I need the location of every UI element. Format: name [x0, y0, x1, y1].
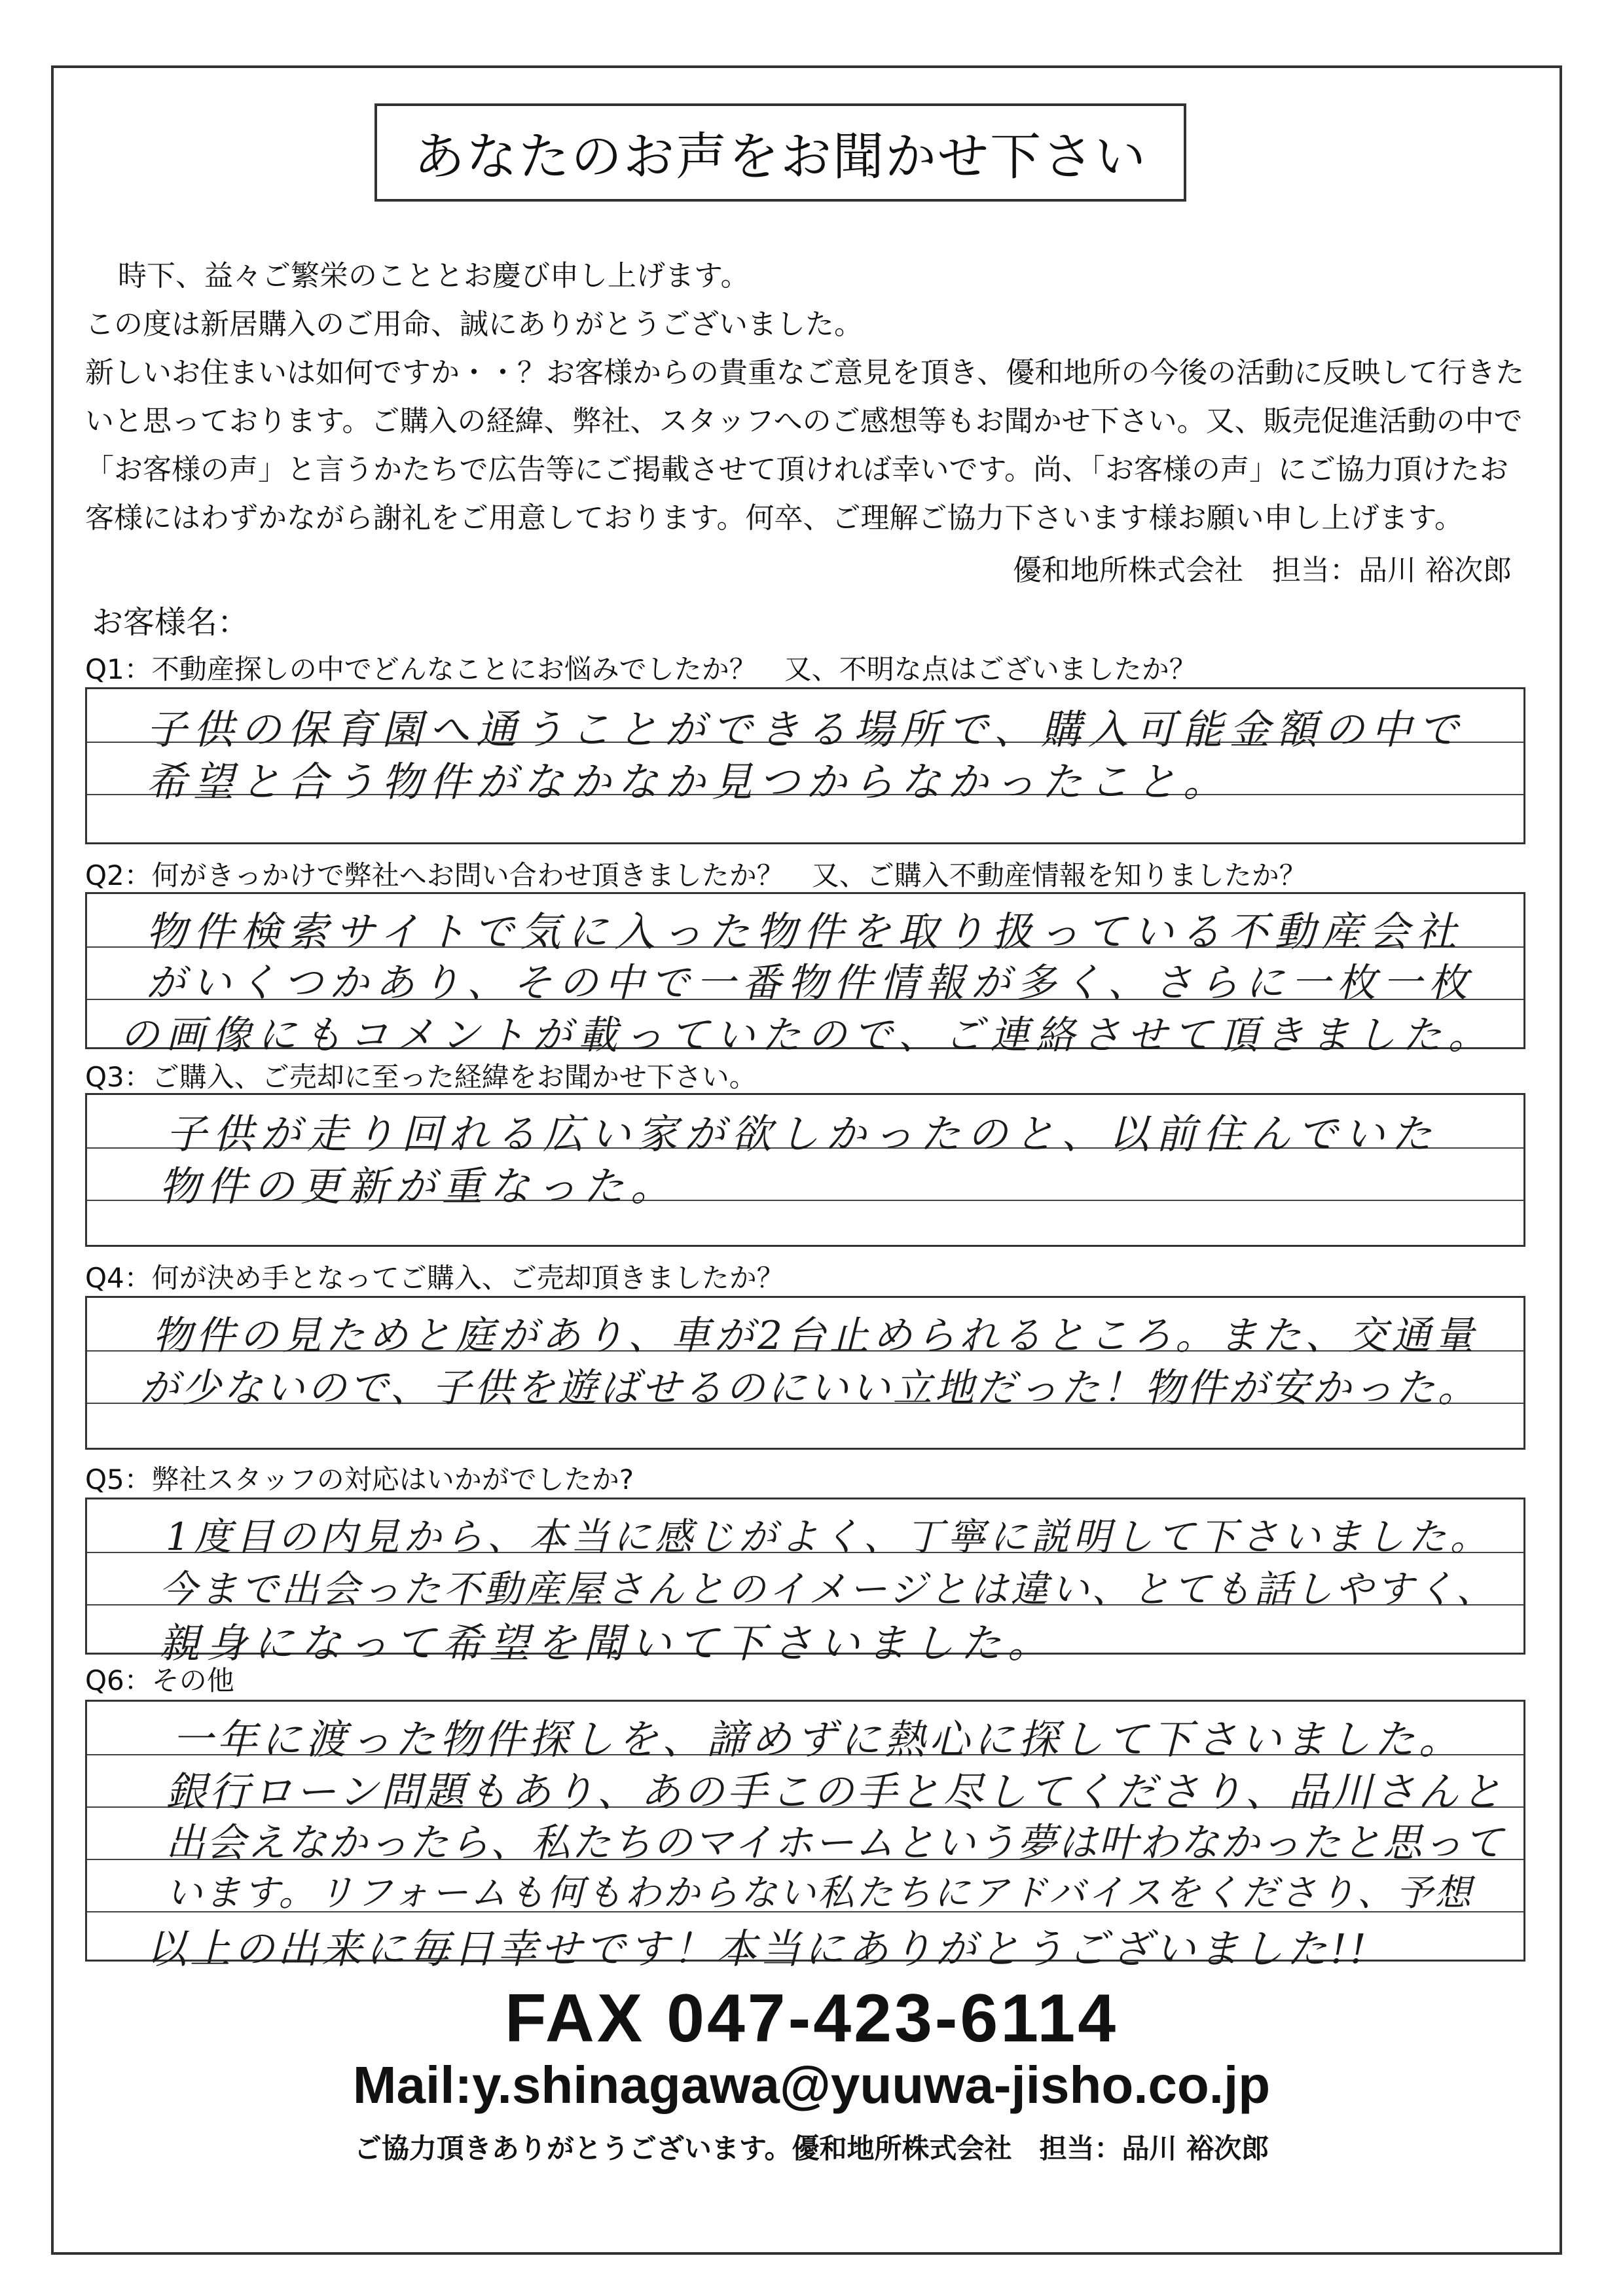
answer-2-line: がいくつかあり、その中で一番物件情報が多く、さらに一枚一枚 — [146, 960, 1474, 1006]
intro-text — [85, 252, 1525, 543]
question-4-label: Q4：何が決め手となってご購入、ご売却頂きましたか？ — [85, 1262, 784, 1294]
intro-line: いと思っております。ご購入の経緯、弊社、スタッフへのご感想等もお聞かせ下さい。又、販売促進活動の中で — [85, 404, 1523, 438]
form-title: あなたのお声をお聞かせ下さい — [374, 103, 1186, 202]
answer-1-box — [85, 687, 1525, 844]
answer-5-line: 親身になって希望を聞いて下さいました。 — [159, 1619, 1055, 1667]
answer-6-line: 以上の出来に毎日幸せです！本当にありがとうございました!! — [146, 1925, 1370, 1973]
answer-5-line: 1度目の内見から、本当に感じがよく、丁寧に説明して下さいました。 — [166, 1515, 1492, 1559]
intro-line: 新しいお住まいは如何ですか・・？お客様からの貴重なご意見を頂き、優和地所の今後の活動に反映して行きた — [85, 356, 1525, 389]
answer-6-line: 出会えなかったら、私たちのマイホームという夢は叶わなかったと思って — [166, 1820, 1504, 1866]
footer-thanks: ご協力頂きありがとうございます。優和地所株式会社 担当：品川 裕次郎 — [354, 2132, 1269, 2164]
contact-email: Mail:y.shinagawa@yuuwa-jisho.co.jp — [352, 2056, 1271, 2114]
answer-4-line: が少ないので、子供を遊ばせるのにいい立地だった！物件が安かった。 — [139, 1365, 1480, 1411]
answer-3-box — [85, 1093, 1525, 1247]
intro-line: 時下、益々ご繁栄のこととお慶び申し上げます。 — [118, 259, 750, 293]
answer-6-line: います。リフォームも何もわからない私たちにアドバイスをくださり、予想 — [166, 1872, 1474, 1914]
answer-6-box — [85, 1700, 1525, 1973]
intro-line: この度は新居購入のご用命、誠にありがとうございました。 — [85, 308, 863, 341]
fax-number: FAX 047-423-6114 — [504, 1981, 1119, 2056]
answer-2-line: 物件検索サイトで気に入った物件を取り扱っている不動産会社 — [146, 908, 1463, 956]
question-3-label: Q3：ご購入、ご売却に至った経緯をお聞かせ下さい。 — [85, 1061, 757, 1093]
question-5-label: Q5：弊社スタッフの対応はいかがでしたか? — [85, 1463, 634, 1496]
intro-line: 客様にはわずかながら謝礼をご用意しております。何卒、ご理解ご協力下さいます様お願い申し上げます。 — [85, 501, 1463, 535]
answer-2-line: の画像にもコメントが載っていたので、ご連絡させて頂きました。 — [120, 1013, 1494, 1058]
answer-6-line: 一年に渡った物件探しを、諦めずに熱心に探して下さいました。 — [172, 1715, 1464, 1763]
answer-1-line: 子供の保育園へ通うことができる場所で、購入可能金額の中で — [146, 706, 1465, 753]
company-signature: 優和地所株式会社 担当：品川 裕次郎 — [1013, 554, 1512, 587]
answer-5-box — [85, 1498, 1525, 1667]
customer-name-label: お客様名： — [92, 604, 249, 641]
question-2-label: Q2：何がきっかけで弊社へお問い合わせ頂きましたか？ 又、ご購入不動産情報を知りましたか？ — [85, 859, 1307, 891]
intro-line: 「お客様の声」と言うかたちで広告等にご掲載させて頂ければ幸いです。尚、「お客様の声」にご協力頂けたお — [85, 453, 1509, 486]
answer-3-line: 物件の更新が重なった。 — [159, 1162, 678, 1210]
answer-2-box — [85, 892, 1525, 1058]
answer-5-line: 今まで出会った不動産屋さんとのイメージとは違い、とても話しやすく、 — [159, 1567, 1497, 1611]
question-1-label: Q1：不動産探しの中でどんなことにお悩みでしたか？ 又、不明な点はございましたか？ — [85, 653, 1197, 685]
answer-6-line: 銀行ローン問題もあり、あの手この手と尽してくださり、品川さんと — [166, 1768, 1504, 1816]
answer-1-line: 希望と合う物件がなかなか見つからなかったこと。 — [146, 758, 1231, 806]
answer-4-line: 物件の見ためと庭があり、車が2台止められるところ。また、交通量 — [153, 1313, 1478, 1359]
answer-4-box — [85, 1296, 1525, 1450]
answer-3-line: 子供が走り回れる広い家が欲しかったのと、以前住んでいた — [166, 1110, 1439, 1158]
question-6-label: Q6：その他 — [85, 1664, 234, 1696]
